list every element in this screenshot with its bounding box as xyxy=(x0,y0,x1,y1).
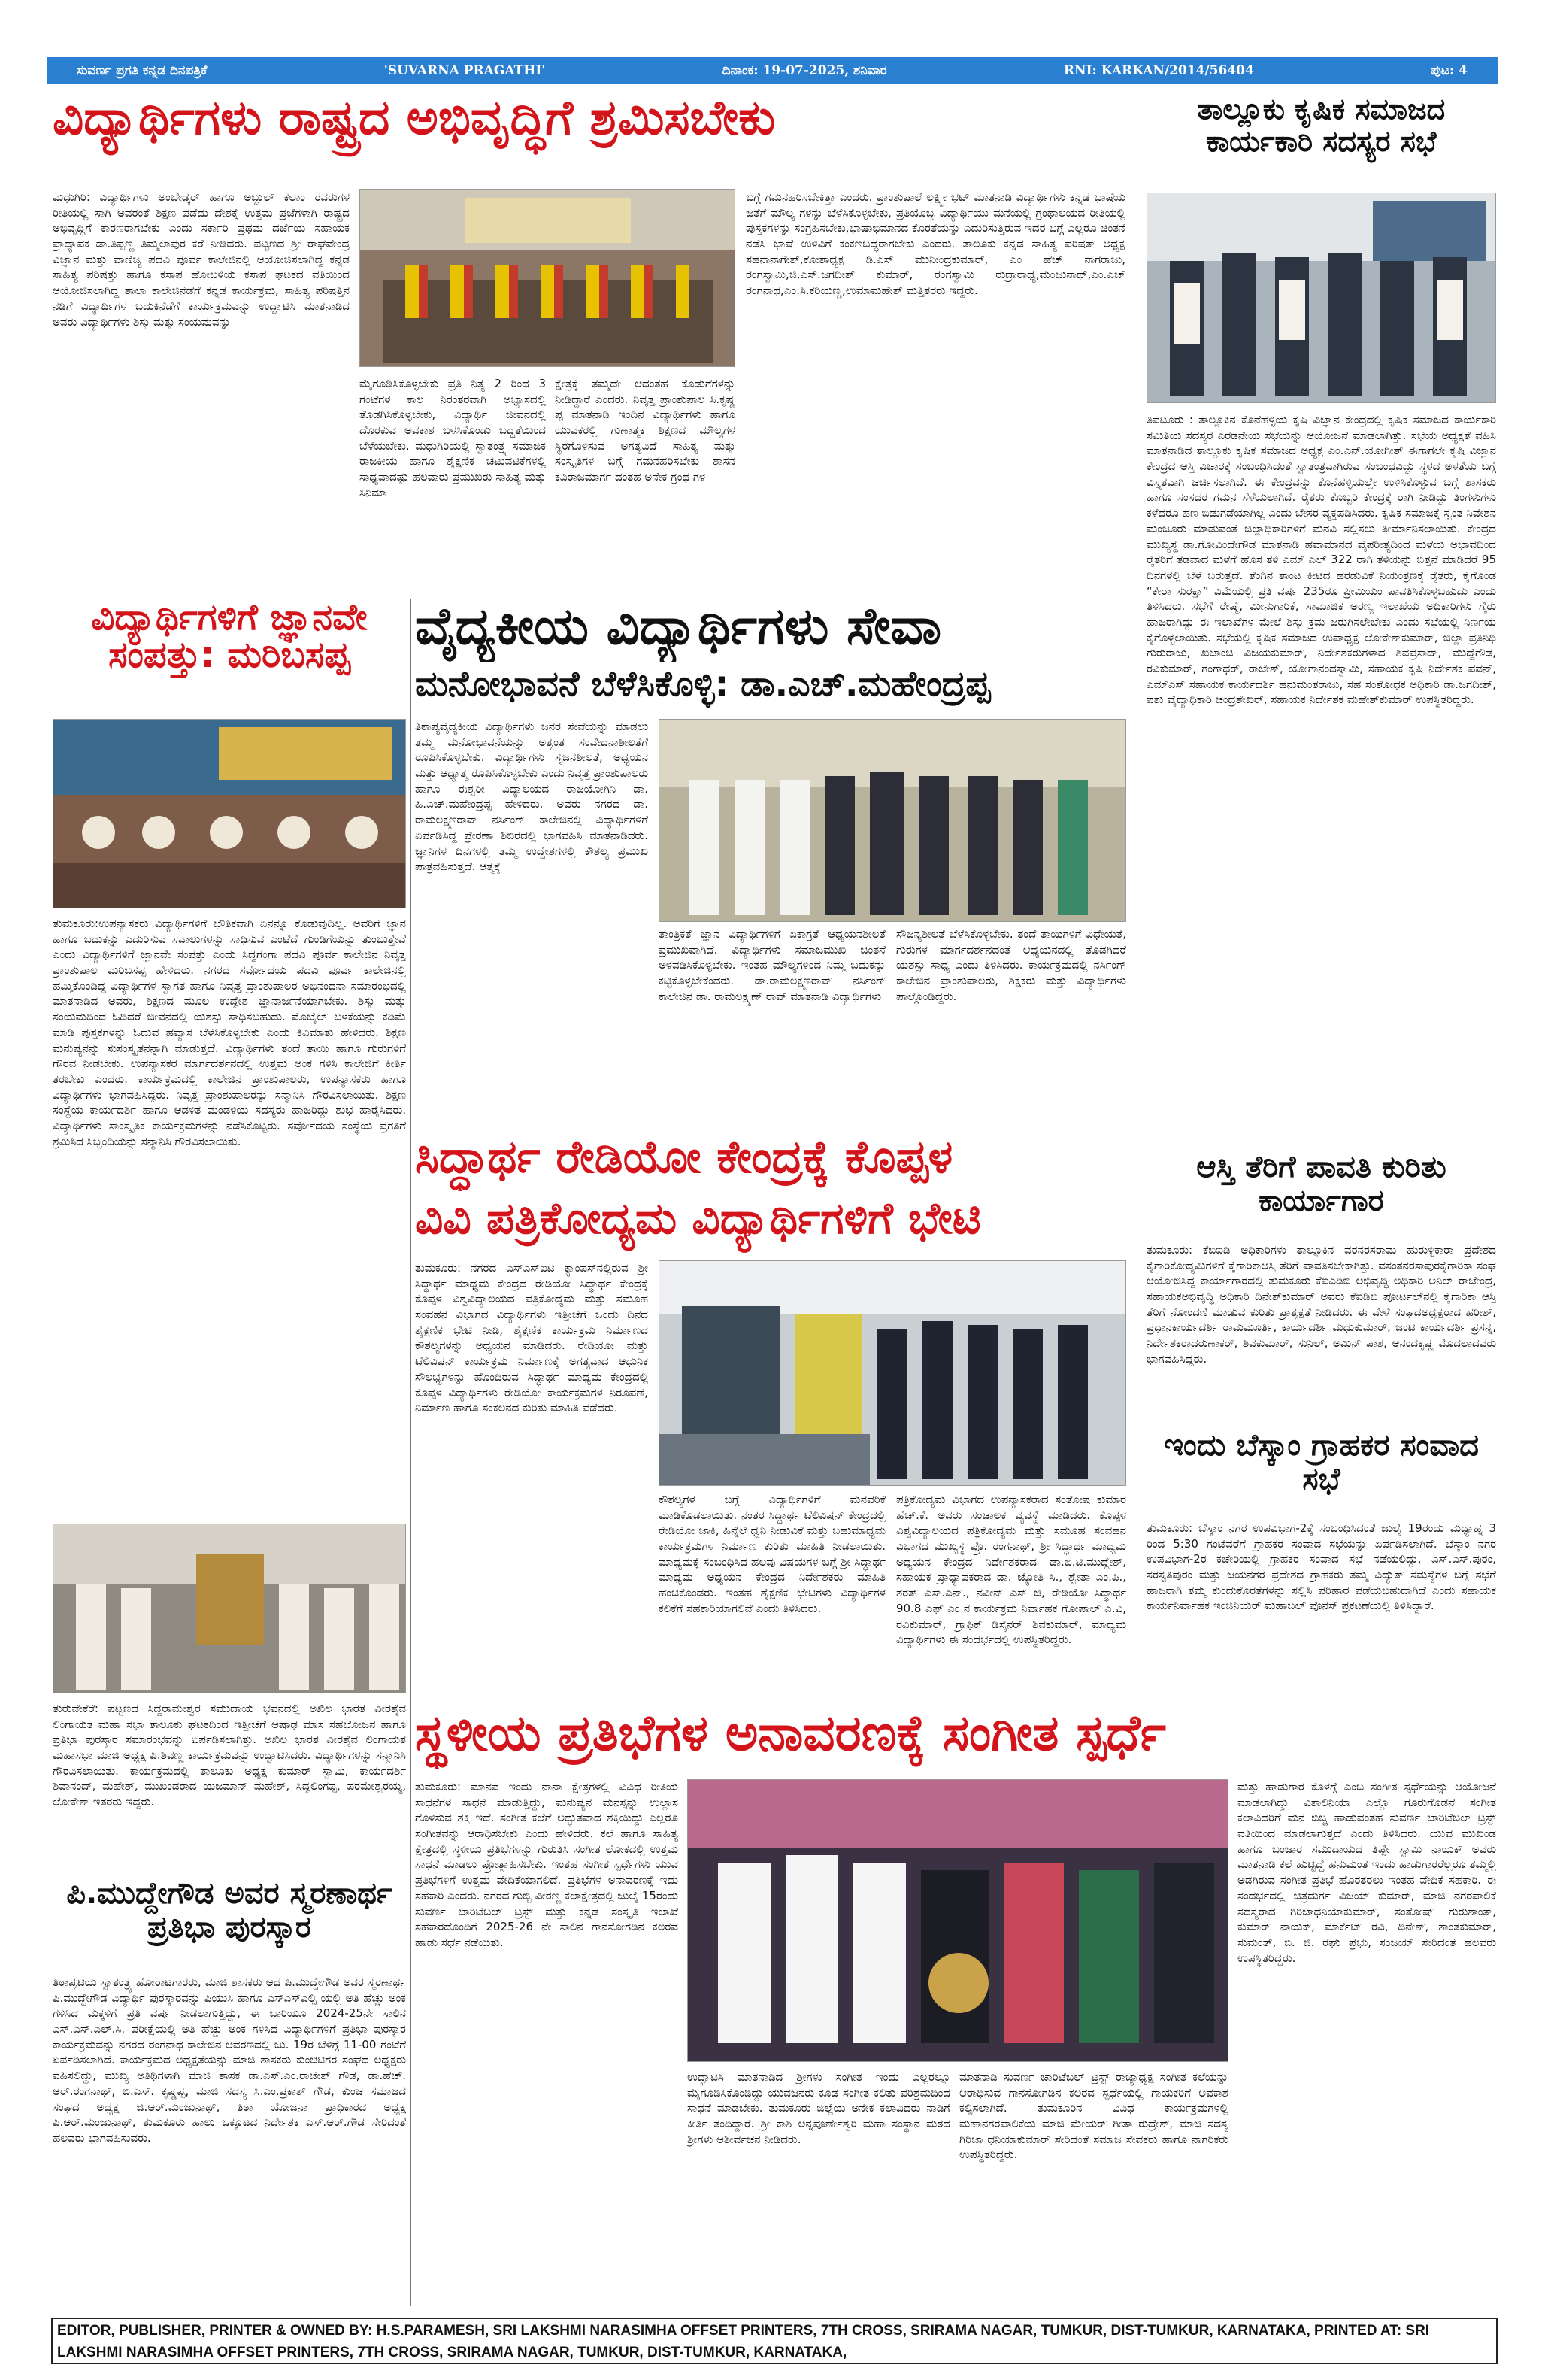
masthead-paper-tagline: ಸುವರ್ಣ ಪ್ರಗತಿ ಕನ್ನಡ ದಿನಪತ್ರಿಕೆ xyxy=(77,63,208,78)
masthead-page-number: ಪುಟ: 4 xyxy=(1431,63,1468,78)
story4-caption-left: ತಾಂತ್ರಿಕತೆ ಜ್ಞಾನ ವಿದ್ಯಾರ್ಥಿಗಳಿಗೆ ಏಕಾಗ್ರತೆ ಆಧ್ಯಯನಶೀಲತೆ ಪ್ರಮುಖವಾಗಿದೆ. ವಿದ್ಯಾರ್ಥಿಗಳು ಸಮಾಜಮುಖಿ ಚಿಂತನೆ ಅಳವಡಿಸಿಕೊಳ್ಳಬೇಕು. ಇಂತಹ ಮೌಲ್ಯಗಳಿಂದ ನಿಮ್ಮ ಬದುಕನ್ನು ಕಟ್ಟಿಕೊಳ್ಳಬೇಕೆಂದರು. ಡಾ.ರಾಮಲಕ್ಷ್ಮಣರಾವ್ ನರ್ಸಿಂಗ್ ಕಾಲೇಜಿನ ಡಾ. ರಾಮಲಕ್ಷ್ಮಣ್ ರಾವ್ ಮಾತನಾಡಿ ವಿದ್ಯಾರ್ಥಿಗಳು xyxy=(659,927,886,1003)
story7-col3: ಪತ್ರಿಕೋದ್ಯಮ ವಿಭಾಗದ ಉಪನ್ಯಾಸಕರಾದ ಸಂತೋಷ ಕುಮಾರ ಹೆಚ್.ಕೆ. ಅವರು ಸಂಚಾಲಕ ವ್ಯವಸ್ಥೆ ಮಾಡಿದರು. ಕೊಪ್ಪಳ ವಿಶ್ವವಿದ್ಯಾಲಯದ ಪತ್ರಿಕೋದ್ಯಮ ಮತ್ತು ಸಮೂಹ ಸಂವಹನ ವಿಭಾಗದ ಮುಖ್ಯಸ್ಥ ಪ್ರೊ. ರಂಗನಾಥ್, ಶ್ರೀ ಸಿದ್ಧಾರ್ಥ ಮಾಧ್ಯಮ ಅಧ್ಯಯನ ಕೇಂದ್ರದ ನಿರ್ದೇಶಕರಾದ ಡಾ.ಬಿ.ಟಿ.ಮುದ್ದೇಶ್, ಸಹಾಯಕ ಪ್ರಾಧ್ಯಾಪಕರಾದ ಡಾ. ಜ್ಯೋತಿ ಸಿ., ಶ್ವೇತಾ ಎಂ.ಪಿ., ಶರತ್ ಎಸ್.ಎನ್., ನವೀನ್ ಎಸ್ ಜಿ, ರೇಡಿಯೋ ಸಿದ್ಧಾರ್ಥ 90.8 ಎಫ್ ಎಂ ನ ಕಾರ್ಯಕ್ರಮ ನಿರ್ವಾಹಕ ಗೋಪಾಲ್ ಎ.ವಿ, ರವಿಕುಮಾರ್, ಗ್ರಾಫಿಕ್ ಡಿಸೈನರ್ ಶಿವಕುಮಾರ್, ಮಾಧ್ಯಮ ವಿದ್ಯಾರ್ಥಿಗಳು ಈ ಸಂದರ್ಭದಲ್ಲಿ ಉಪಸ್ಥಿತರಿದ್ದರು. xyxy=(896,1493,1126,1647)
imprint-footer: EDITOR, PUBLISHER, PRINTER & OWNED BY: H.S.PARAMESH, SRI LAKSHMI NARASIMHA OFFSET PRINTERS, 7TH CROSS, SRIRAMA NAGAR, TUMKUR, DIST-TUMKUR, KARNATAKA, PRINTED AT: SRI LAKSHMI NARASIMHA OFFSET PRINTERS, 7TH CROSS, SRIRAMA NAGAR, TUMKUR, DIST-TUMKUR, KARNATAKA, xyxy=(51,2318,1498,2364)
story9-photo-image xyxy=(688,1780,1228,2062)
story1-col1: ಮಧುಗಿರಿ: ವಿದ್ಯಾರ್ಥಿಗಳು ಅಂಬೇಡ್ಕರ್ ಹಾಗೂ ಅಬ್ದುಲ್ ಕಲಾಂ ರವರುಗಳ ರೀತಿಯಲ್ಲಿ ಸಾಗಿ ಅವರಂತೆ ಶಿಕ್ಷಣ ಪಡೆದು ದೇಶಕ್ಕೆ ಉತ್ತಮ ಪ್ರಜೆಗಳಾಗಿ ರಾಷ್ಟ್ರದ ಅಭಿವೃದ್ಧಿಗೆ ಕಾರಣರಾಗಬೇಕು ಎಂದು ಸರ್ಕಾರಿ ಪ್ರಥಮ ದರ್ಜೆಯ ಸಹಾಯಕ ಪ್ರಾಧ್ಯಾಪಕ ಡಾ.ತಿಪ್ಪಣ್ಣ ತಿಮ್ಮಲಾಪುರ ಕರೆ ನೀಡಿದರು. ಪಟ್ಟಣದ ಶ್ರೀ ರಾಘವೇಂದ್ರ ವಿಜ್ಞಾನ ಮತ್ತು ವಾಣಿಜ್ಯ ಪದವಿ ಪೂರ್ವ ಕಾಲೇಜಿನಲ್ಲಿ ಆಯೋಜಿಸಲಾಗಿದ್ದ ಕನ್ನಡ ಸಾಹಿತ್ಯ ಪರಿಷತ್ತು ಹಾಗೂ ಕಸಾಪ ಹೋಬಳಿಯ ಕಸಾಪ ಘಟಕದ ವತಿಯಿಂದ ಆಯೋಜಿಸಲಾಗಿದ್ದ ಶಾಲಾ ಕಾಲೇಜಿನೆಡೆಗೆ ಕನ್ನಡ ಕಾರ್ಯಕ್ರಮ, ಸಾಹಿತ್ಯ ಪರಿಷತ್ತಿನ ನಡಿಗೆ ವಿದ್ಯಾರ್ಥಿಗಳ ಬದುಕಿನೆಡೆಗೆ ಕಾರ್ಯಕ್ರಮವನ್ನು ಉದ್ಘಾಟಿಸಿ ಮಾತನಾಡಿದ ಅವರು ವಿದ್ಯಾರ್ಥಿಗಳು ಶಿಸ್ತು ಮತ್ತು ಸಂಯಮವನ್ನು xyxy=(53,190,350,329)
story1-photo-image xyxy=(360,190,735,367)
story2-headline: ತಾಲ್ಲೂಕು ಕೃಷಿಕ ಸಮಾಜದ ಕಾರ್ಯಕಾರಿ ಸದಸ್ಯರ ಸಭೆ xyxy=(1197,92,1446,158)
story3-headline: ವಿದ್ಯಾರ್ಥಿಗಳಿಗೆ ಜ್ಞಾನವೇ ಸಂಪತ್ತು: ಮರಿಬಸಪ್ಪ xyxy=(91,596,368,677)
story3-photo-image xyxy=(53,720,406,908)
story9-headline: ಸ್ಥಳೀಯ ಪ್ರತಿಭೆಗಳ ಅನಾವರಣಕ್ಕೆ ಸಂಗೀತ ಸ್ಪರ್ಧೆ xyxy=(415,1707,1166,1762)
story1-headline: ವಿದ್ಯಾರ್ಥಿಗಳು ರಾಷ್ಟ್ರದ ಅಭಿವೃದ್ಧಿಗೆ ಶ್ರಮಿಸಬೇಕು xyxy=(53,93,776,146)
story9-col1: ತುಮಕೂರು: ಮಾನವ ಇಂದು ನಾನಾ ಕ್ಷೇತ್ರಗಳಲ್ಲಿ ವಿವಿಧ ರೀತಿಯ ಸಾಧನೆಗಳ ಸಾಧನೆ ಮಾಡುತ್ತಿದ್ದು, ಮನುಷ್ಯನ ಮನಸ್ಸನ್ನು ಉಲ್ಲಾಸ ಗೊಳಿಸುವ ಶಕ್ತಿ ಇದೆ. ಸಂಗೀತ ಕಲೆಗೆ ಅದ್ಭುತವಾದ ಶಕ್ತಿಯಿದ್ದು ಎಲ್ಲರೂ ಸಂಗೀತವನ್ನು ಆರಾಧಿಸಬೇಕು ಎಂದು ಹೇಳಿದರು. ಕಲೆ ಹಾಗೂ ಸಾಹಿತ್ಯ ಕ್ಷೇತ್ರದಲ್ಲಿ ಸ್ಥಳೀಯ ಪ್ರತಿಭೆಗಳನ್ನು ಗುರುತಿಸಿ ಸಂಗೀತ ಲೋಕದಲ್ಲಿ ಉತ್ತಮ ಸಾಧನೆ ಮಾಡಲು ಪ್ರೋತ್ಸಾಹಿಸಬೇಕು. ಇಂತಹ ಸಂಗೀತ ಸ್ಪರ್ಧೆಗಳು ಯುವ ಪ್ರತಿಭೆಗಳಿಗೆ ಉತ್ತಮ ವೇದಿಕೆಯಾಗಲಿದೆ. ಪ್ರತಿಭೆಗಳ ಅನಾವರಣಕ್ಕೆ ಇದು ಸಹಕಾರಿ ಎಂದರು. ನಗರದ ಗುಬ್ಬಿ ವೀರಣ್ಣ ಕಲಾಕ್ಷೇತ್ರದಲ್ಲಿ ಜುಲೈ 15ರಂದು ಸುವರ್ಣ ಚಾರಿಟೆಬಲ್ ಟ್ರಸ್ಟ್ ಮತ್ತು ಕನ್ನಡ ಸಂಸ್ಕೃತಿ ಇಲಾಖೆ ಸಹಕಾರದೊಂದಿಗೆ 2025-26 ನೇ ಸಾಲಿನ ಗಾನಸೋಗಡಿನ ಕಲರವ ಹಾಡು ಸರ್ಧೆ ನಡೆಯಿತು. xyxy=(415,1780,678,1949)
story6-headline: ಇಂದು ಬೆಸ್ಕಾಂ ಗ್ರಾಹಕರ ಸಂವಾದ ಸಭೆ xyxy=(1164,1428,1479,1496)
story3-body: ತುಮಕೂರು:ಉಪನ್ಯಾಸಕರು ವಿದ್ಯಾರ್ಥಿಗಳಿಗೆ ಭೌತಿಕವಾಗಿ ಏನನ್ನೂ ಕೊಡುವುದಿಲ್ಲ. ಅವರಿಗೆ ಜ್ಞಾನ ಹಾಗೂ ಬದುಕನ್ನು ಎದುರಿಸುವ ಸವಾಲುಗಳನ್ನು ಸಾಧಿಸುವ ಎಂಟೆದೆ ಗುಂಡಿಗೆಯನ್ನು ತುಂಬುತ್ತೇವೆ ಎಂದು ವಿದ್ಯಾರ್ಥಿಗಳಿಗೆ ಜ್ಞಾನವೇ ಸಂಪತ್ತು ಎಂದು ಸಿದ್ದಗಂಗಾ ಪದವಿ ಪೂರ್ವ ಕಾಲೇಜಿನ ನಿವೃತ್ತ ಪ್ರಾಂಶುಪಾಲ ಮರಿಬಸಪ್ಪ ಹೇಳಿದರು. ನಗರದ ಸರ್ವೋದಯ ಪದವಿ ಪೂರ್ವ ಕಾಲೇಜಿನಲ್ಲಿ ಹಮ್ಮಿಕೊಂಡಿದ್ದ ವಿದ್ಯಾರ್ಥಿಗಳ ಸ್ವಾಗತ ಹಾಗೂ ನಿವೃತ್ತ ಪ್ರಾಂಶುಪಾಲರ ಅಭಿನಂದನಾ ಸಮಾರಂಭದಲ್ಲಿ ಮಾತನಾಡಿದ ಅವರು, ಶಿಕ್ಷಣದ ಮೂಲ ಉದ್ದೇಶ ಜ್ಞಾನಾರ್ಜನೆಯಾಗಬೇಕು. ಶಿಸ್ತು ಮತ್ತು ಸಂಯಮದಿಂದ ಓದಿದರೆ ಜೀವನದಲ್ಲಿ ಯಶಸ್ಸು ಸಾಧಿಸಬಹುದು. ಮೊಬೈಲ್ ಬಳಕೆಯನ್ನು ಕಡಿಮೆ ಮಾಡಿ ಪುಸ್ತಕಗಳನ್ನು ಓದುವ ಹವ್ಯಾಸ ಬೆಳೆಸಿಕೊಳ್ಳಬೇಕು ಎಂದು ಕಿವಿಮಾತು ಹೇಳಿದರು. ಶಿಕ್ಷಣ ಮನುಷ್ಯನನ್ನು ಸುಸಂಸ್ಕೃತನನ್ನಾಗಿ ಮಾಡುತ್ತದೆ. ವಿದ್ಯಾರ್ಥಿಗಳು ತಂದೆ ತಾಯಿ ಹಾಗೂ ಗುರುಗಳಿಗೆ ಗೌರವ ನೀಡಬೇಕು. ಉಪನ್ಯಾಸಕರ ಮಾರ್ಗದರ್ಶನದಲ್ಲಿ ಉತ್ತಮ ಅಂಕ ಗಳಿಸಿ ಕಾಲೇಜಿಗೆ ಕೀರ್ತಿ ತರಬೇಕು ಎಂದರು. ಕಾರ್ಯಕ್ರಮದಲ್ಲಿ ಕಾಲೇಜಿನ ಪ್ರಾಂಶುಪಾಲರು, ಉಪನ್ಯಾಸಕರು ಹಾಗೂ ವಿದ್ಯಾರ್ಥಿಗಳು ಭಾಗವಹಿಸಿದ್ದರು. ನಿವೃತ್ತ ಪ್ರಾಂಶುಪಾಲರನ್ನು ಸನ್ಮಾನಿಸಿ ಗೌರವಿಸಲಾಯಿತು. ಶಿಕ್ಷಣ ಸಂಸ್ಥೆಯ ಕಾರ್ಯದರ್ಶಿ ಹಾಗೂ ಆಡಳಿತ ಮಂಡಳಿಯ ಸದಸ್ಯರು ಹಾಜರಿದ್ದು ಶುಭ ಹಾರೈಸಿದರು. ವಿದ್ಯಾರ್ಥಿಗಳು ಸಾಂಸ್ಕೃತಿಕ ಕಾರ್ಯಕ್ರಮಗಳನ್ನು ನಡೆಸಿಕೊಟ್ಟರು. ಸರ್ವೋದಯ ಸಂಸ್ಥೆಯ ಪ್ರಗತಿಗೆ ಶ್ರಮಿಸಿದ ಸಿಬ್ಬಂದಿಯನ್ನು ಸನ್ಮಾನಿಸಿ ಗೌರವಿಸಲಾಯಿತು. xyxy=(53,917,406,1148)
story4-headline-line1: ವೈದ್ಯಕೀಯ ವಿದ್ಯಾರ್ಥಿಗಳು ಸೇವಾ xyxy=(415,599,942,656)
masthead-date: ದಿನಾಂಕ: 19-07-2025, ಶನಿವಾರ xyxy=(722,63,887,78)
column-divider xyxy=(410,599,411,2306)
story2-photo-image xyxy=(1147,193,1496,403)
story1-photo xyxy=(359,189,735,367)
story1-col3: ಕ್ಷೇತ್ರಕ್ಕೆ ತಮ್ಮದೇ ಆದಂತಹ ಕೊಡುಗೆಗಳನ್ನು ನೀಡಿದ್ದಾರೆ ಎಂದರು. ನಿವೃತ್ತ ಪ್ರಾಂಶುಪಾಲ ಸಿ.ಕೃಷ್ಣ ಪ್ಪ ಮಾತನಾಡಿ ಇಂದಿನ ವಿದ್ಯಾರ್ಥಿಗಳು ಹಾಗೂ ಯುವಕರಲ್ಲಿ ಗುಣಾತ್ಮಕ ಶಿಕ್ಷಣದ ಮೌಲ್ಯಗಳ ಸ್ಥಿರಗೊಳಿಸುವ ಅಗತ್ಯವಿದೆ ಸಾಹಿತ್ಯ ಮತ್ತು ಸಂಸ್ಕೃತಿಗಳ ಬಗ್ಗೆ ಗಮನಹರಿಸಬೇಕು ಶಾಸನ ಕವಿರಾಜಮಾರ್ಗ ದಂತಹ ಅನೇಕ ಗ್ರಂಥ ಗಳ xyxy=(555,377,735,484)
story4-caption-right: ಸೌಜನ್ಯಶೀಲತೆ ಬೆಳೆಸಿಕೊಳ್ಳಬೇಕು. ತಂದೆ ತಾಯಿಗಳಿಗೆ ವಿಧೇಯತೆ, ಗುರುಗಳ ಮಾರ್ಗದರ್ಶನದಂತೆ ಆಧ್ಯಯನದಲ್ಲಿ ತೊಡಗಿದರೆ ಯಶಸ್ಸು ಸಾಧ್ಯ ಎಂದು ತಿಳಿಸಿದರು. ಕಾರ್ಯಕ್ರಮದಲ್ಲಿ ನರ್ಸಿಂಗ್ ಕಾಲೇಜಿನ ಪ್ರಾಂಶುಪಾಲರು, ಶಿಕ್ಷಕರು ಮತ್ತು ವಿದ್ಯಾರ್ಥಿಗಳು ಪಾಲ್ಗೊಂಡಿದ್ದರು. xyxy=(896,927,1126,1003)
story2-photo xyxy=(1147,193,1496,403)
story8-photo xyxy=(53,1524,406,1693)
story4-photo xyxy=(659,719,1126,922)
story4-headline-line2: ಮನೋಭಾವನೆ ಬೆಳೆಸಿಕೊಳ್ಳಿ: ಡಾ.ಎಚ್.ಮಹೇಂದ್ರಪ್ಪ xyxy=(415,665,991,704)
story6-body: ತುಮಕೂರು: ಬೆಸ್ಕಾಂ ನಗರ ಉಪವಿಭಾಗ-2ಕ್ಕೆ ಸಂಬಂಧಿಸಿದಂತೆ ಜುಲೈ 19ರಂದು ಮಧ್ಯಾಹ್ನ 3 ರಿಂದ 5:30 ಗಂಟೆವರೆಗೆ ಗ್ರಾಹಕರ ಸಂವಾದ ಸಭೆಯನ್ನು ಏರ್ಪಡಿಸಲಾಗಿದೆ. ಬೆಸ್ಕಾಂ ನಗರ ಉಪವಿಭಾಗ-2ರ ಕಚೇರಿಯಲ್ಲಿ ಗ್ರಾಹಕರ ಸಂವಾದ ಸಭೆ ನಡೆಯಲಿದ್ದು, ಎಸ್.ಎಸ್.ಪುರಂ, ಸರಸ್ವತಿಪುರಂ ಮತ್ತು ಜಯನಗರ ಪ್ರದೇಶದ ಗ್ರಾಹಕರು ತಮ್ಮ ವಿದ್ಯುತ್ ಸಮಸ್ಯೆಗಳ ಬಗ್ಗೆ ಸಭೆಗೆ ಹಾಜರಾಗಿ ತಮ್ಮ ಕುಂದುಕೊರತೆಗಳನ್ನು ಸಲ್ಲಿಸಿ ಪರಿಹಾರ ಪಡೆಯಬಹುದಾಗಿದೆ ಎಂದು ಸಹಾಯಕ ಕಾರ್ಯನಿರ್ವಾಹಕ ಇಂಜಿನಿಯರ್ ಮಹಾಬಲ್ ಪೊನಸ್ ಪ್ರಕಟಣೆಯಲ್ಲಿ ತಿಳಿಸಿದ್ದಾರೆ. xyxy=(1147,1521,1496,1613)
story2-body: ತಿಪಟೂರು : ತಾಲ್ಲೂಕಿನ ಕೊನೆಹಳ್ಳಿಯ ಕೃಷಿ ವಿಜ್ಞಾನ ಕೇಂದ್ರದಲ್ಲಿ ಕೃಷಿಕ ಸಮಾಜದ ಕಾರ್ಯಕಾರಿ ಸಮಿತಿಯ ಸದಸ್ಯರ ಎರಡನೇಯ ಸಭೆಯನ್ನು ಆಯೋಜನೆ ಮಾಡಲಾಗಿತ್ತು. ಸಭೆಯ ಅಧ್ಯಕ್ಷತೆ ವಹಿಸಿ ಮಾತನಾಡಿದ ತಾಲ್ಲೂಕು ಕೃಷಿಕ ಸಮಾಜದ ಅಧ್ಯಕ್ಷ ಎಂ.ಎನ್.ಯೋಗೀಶ್ ಈಗಾಗಲೇ ಕೃಷಿ ವಿಜ್ಞಾನ ಕೇಂದ್ರದ ಆಸ್ತಿ ವಿಚಾರಕ್ಕೆ ಸಂಬಂಧಿಸಿದಂತೆ ಸ್ವಾತಂತ್ರವಾಗಿರುವ ಸಂಬಂಧವಿದ್ದು ಸ್ಥಳದ ಅಳತೆಯ ಬಗ್ಗೆ ವಿಸ್ತೃತವಾಗಿ ಚರ್ಚಿಸಲಾಗಿದೆ. ಈ ಕೇಂದ್ರವನ್ನು ಕೊನೆಹಳ್ಳಿಯಲ್ಲೇ ಉಳಿಸಿಕೊಳ್ಳುವ ಬಗ್ಗೆ ಶಾಸಕರು ಹಾಗೂ ಸಂಸದರ ಗಮನ ಸೆಳೆಯಲಾಗಿದೆ. ರೈತರು ಕೊಬ್ಬರಿ ಕೇಂದ್ರಕ್ಕೆ ರಾಗಿ ನೀಡಿದ್ದು ತಿಂಗಳುಗಳು ಕಳೆದರೂ ಹಣ ಬಿಡುಗಡೆಯಾಗಿಲ್ಲ ಎಂದು ಬೇಸರ ವ್ಯಕ್ತಪಡಿಸಿದರು. ಕೃಷಿಕ ಸಮಾಜಕ್ಕೆ ಸ್ವಂತ ನಿವೇಶನ ಮಂಜೂರು ಮಾಡುವಂತೆ ಜಿಲ್ಲಾಧಿಕಾರಿಗಳಿಗೆ ಮನವಿ ಸಲ್ಲಿಸಲು ತೀರ್ಮಾನಿಸಲಾಯಿತು. ಕೇಂದ್ರದ ಮುಖ್ಯಸ್ಥ ಡಾ.ಗೋವಿಂದೇಗೌಡ ಮಾತನಾಡಿ ಹವಾಮಾನದ ವೈಪರೀತ್ಯದಿಂದ ಮಳೆಯ ಅಭಾವದಿಂದ ರೈತರಿಗೆ ತಡವಾದ ಮಳೆಗೆ ಹೊಸ ತಳಿ ಎಮ್ ಎಲ್ 322 ರಾಗಿ ತಳಿಯನ್ನು ಬಿತ್ತನೆ ಮಾಡಿದರೆ 95 ದಿನಗಳಲ್ಲಿ ಬೆಳೆ ಬರುತ್ತದೆ. ತೆಂಗಿನ ತಾಂಟ ಕೀಟದ ಹರಡುವಿಕೆ ನಿಯಂತ್ರಣಕ್ಕೆ ರೈತರು, ಕೈಗೊಂಡ “ಕೇರಾ ಸುರಕ್ಷಾ” ವಿಮೆಯಲ್ಲಿ ಪ್ರತಿ ವರ್ಷ 235ರೂ ಪ್ರೀಮಿಯಂ ಪಾವತಿಸಿಕೊಳ್ಳಬಹುದು ಎಂದು ತಿಳಿಸಿದರು. ಸಭೆಗೆ ರೇಷ್ಮೆ, ಮೀನುಗಾರಿಕೆ, ಸಾಮಾಜಿಕ ಅರಣ್ಯ ಇಲಾಖೆಯ ಅಧಿಕಾರಿಗಳು ಗೈರು ಹಾಜರಾಗಿದ್ದು ಈ ಇಲಾಖೆಗಳ ಮೇಲೆ ಶಿಸ್ತು ಕ್ರಮ ಜರುಗಿಸಲೇಬೇಕು ಎಂದು ಸಭೆಯಲ್ಲಿ ನಿರ್ಣಯ ಕೈಗೊಳ್ಳಲಾಯಿತು. ಸಭೆಯಲ್ಲಿ ಕೃಷಿಕ ಸಮಾಜದ ಉಪಾಧ್ಯಕ್ಷ ಲೋಕೇಶ್‌ಕುಮಾರ್, ಜಿಲ್ಲಾ ಪ್ರತಿನಿಧಿ ಗುರುರಾಜು, ಖಜಾಂಚಿ ವಿಜಯಕುಮಾರ್, ನಿರ್ದೇಶಕರುಗಳಾದ ಶಿವಪ್ರಸಾದ್, ಮುದ್ದೆಗೌಡ, ರವಿಕುಮಾರ್, ಗಂಗಾಧರ್, ರಾಜೇಶ್, ಯೋಗಾನಂದಸ್ವಾಮಿ, ಸಹಾಯಕ ಕೃಷಿ ನಿರ್ದೇಶಕ ಪವನ್, ಎಮ್ಎಸ್ ಸಹಾಯಕ ಕಾರ್ಯದರ್ಶಿ ಹನುಮಂತರಾಜು, ಸಹ ಸಂಶೋಧಕ ಅಧಿಕಾರಿ ಡಾ.ಜಗದೀಶ್, ಪಶು ವೈದ್ಯಾಧಿಕಾರಿ ಚಂದ್ರಶೇಖರ್, ಸಹಾಯಕ ನಿರ್ದೇಶಕ ಮಹೇಶ್‌ಕುಮಾರ್ ಉಪಸ್ಥಿತರಿದ್ದರು. xyxy=(1147,413,1496,707)
masthead-bar xyxy=(47,57,1498,84)
story8-photo-image xyxy=(53,1524,406,1693)
story9-photo xyxy=(687,1779,1228,2062)
story8-event-text: ತುರುವೇಕೆರೆ: ಪಟ್ಟಣದ ಸಿದ್ದರಾಮೇಶ್ವರ ಸಮುದಾಯ ಭವನದಲ್ಲಿ ಅಖಿಲ ಭಾರತ ವೀರಶೈವ ಲಿಂಗಾಯತ ಮಹಾ ಸಭಾ ತಾಲೂಕು ಘಟಕದಿಂದ ಇತ್ತೀಚೆಗೆ ಆಷಾಢ ಮಾಸ ಸಹಭೋಜನ ಹಾಗೂ ಪ್ರತಿಭಾ ಪುರಸ್ಕಾರ ಸಮಾರಂಭವನ್ನು ಏರ್ಪಡಿಸಲಾಗಿತ್ತು. ಅಖಿಲ ಭಾರತ ವೀರಶೈವ ಲಿಂಗಾಯತ ಮಹಾಸಭಾ ಮಾಜಿ ಅಧ್ಯಕ್ಷ ಪಿ.ಶಿವಣ್ಣ ಕಾರ್ಯಕ್ರಮವನ್ನು ಉದ್ಘಾಟಿಸಿದರು. ವಿದ್ಯಾರ್ಥಿಗಳನ್ನು ಸನ್ಮಾನಿಸಿ ಗೌರವಿಸಲಾಯಿತು. ಕಾರ್ಯಕ್ರಮದಲ್ಲಿ ತಾಲೂಕು ಅಧ್ಯಕ್ಷ ಕುಮಾರ್ ಸ್ವಾಮಿ, ಕಾರ್ಯದರ್ಶಿ ಶಿವಾನಂದ್, ಮಹೇಶ್, ಮುಖಂಡರಾದ ಯಜಮಾನ್ ಮಹೇಶ್, ಸಿದ್ದಲಿಂಗಪ್ಪ, ಪರಮೇಶ್ವರಯ್ಯ, ಲೋಕೇಶ್ ಇತರರು ಇದ್ದರು. xyxy=(53,1702,406,1809)
story1-col4: ಬಗ್ಗೆ ಗಮನಹರಿಸಬೇಕಿತ್ತಾ ಎಂದರು. ಪ್ರಾಂಶುಪಾಲೆ ಲಕ್ಷ್ಮೀ ಭಟ್ ಮಾತನಾಡಿ ವಿದ್ಯಾರ್ಥಿಗಳು ಕನ್ನಡ ಭಾಷೆಯ ಜತೆಗೆ ಮೌಲ್ಯ ಗಳನ್ನು ಬೆಳೆಸಿಕೊಳ್ಳಬೇಕು, ಪ್ರತಿಯೊಬ್ಬ ವಿದ್ಯಾರ್ಥಿಯು ಮನೆಯಲ್ಲಿ ಗ್ರಂಥಾಲಯದ ರೀತಿಯಲ್ಲಿ ಪುಸ್ತಕಗಳನ್ನು ಸಂಗ್ರಹಿಸಬೇಕು,ಭಾಷಾಭಿಮಾನದ ಕೊರತೆಯನ್ನು ಎದುರಿಸುತ್ತಿರುವ ಇದರ ಬಗ್ಗೆ ಎಲ್ಲರೂ ಚಿಂತನೆ ನಡೆಸಿ ಭಾಷೆ ಉಳಿವಿಗೆ ಕಂಕಣಬದ್ಧರಾಗಬೇಕು ಎಂದರು. ತಾಲೂಕು ಕನ್ನಡ ಸಾಹಿತ್ಯ ಪರಿಷತ್ ಅಧ್ಯಕ್ಷ ಸಹನಾನಾಗೇಶ್,ಕೋಶಾಧ್ಯಕ್ಷ ಡಿ.ಎಸ್ ಮುನೀಂದ್ರಕುಮಾರ್, ಎಂ ಹೆಚ್ ನಾಗರಾಜು, ರಂಗಸ್ವಾಮಿ,ಜಿ.ಎಸ್.ಜಗದೀಶ್ ಕುಮಾರ್, ರಂಗಸ್ವಾಮಿ ರುದ್ರಾರಾಧ್ಯ,ಮಂಜುನಾಥ್,ಎಂ.ಎಚ್ ರಂಗನಾಥ,ಎಂ.ಸಿ.ಕರಿಯಣ್ಣ,ಉಮಾಮಹೇಶ್ ಮತ್ತಿತರರು ಇದ್ದರು. xyxy=(746,190,1125,298)
story7-body: ತುಮಕೂರು: ನಗರದ ಎಸ್ಎಸ್ಐಟಿ ಕ್ಯಾಂಪಸ್‌ನಲ್ಲಿರುವ ಶ್ರೀ ಸಿದ್ಧಾರ್ಥ ಮಾಧ್ಯಮ ಕೇಂದ್ರದ ರೇಡಿಯೋ ಸಿದ್ಧಾರ್ಥ ಕೇಂದ್ರಕ್ಕೆ ಕೊಪ್ಪಳ ವಿಶ್ವವಿದ್ಯಾಲಯದ ಪತ್ರಿಕೋದ್ಯಮ ಮತ್ತು ಸಮೂಹ ಸಂವಹನ ವಿಭಾಗದ ವಿದ್ಯಾರ್ಥಿಗಳು ಇತ್ತೀಚೆಗೆ ಒಂದು ದಿನದ ಶೈಕ್ಷಣಿಕ ಭೇಟಿ ನೀಡಿ, ಶೈಕ್ಷಣಿಕ ಕಾರ್ಯಕ್ರಮ ನಿರ್ಮಾಣದ ಕೌಶಲ್ಯಗಳನ್ನು ಅಧ್ಯಯನ ಮಾಡಿದರು. ರೇಡಿಯೋ ಮತ್ತು ಟೆಲಿವಿಷನ್ ಕಾರ್ಯಕ್ರಮ ನಿರ್ಮಾಣಕ್ಕೆ ಅಗತ್ಯವಾದ ಆಧುನಿಕ ಸೌಲಭ್ಯಗಳನ್ನು ಹೊಂದಿರುವ ಸಿದ್ಧಾರ್ಥ ಮಾಧ್ಯಮ ಕೇಂದ್ರದಲ್ಲಿ ಕೊಪ್ಪಳ ವಿದ್ಯಾರ್ಥಿಗಳು ರೇಡಿಯೋ ಕಾರ್ಯಕ್ರಮಗಳ ನಿರೂಪಣೆ, ನಿರ್ಮಾಣ ಹಾಗೂ ಸಂಕಲನದ ಕುರಿತು ಮಾಹಿತಿ ಪಡೆದರು. xyxy=(415,1261,648,1415)
story7-photo xyxy=(659,1260,1126,1486)
story7-photo-image xyxy=(659,1261,1126,1486)
story9-caption-right: ಮಾತನಾಡಿ ಸುವರ್ಣ ಚಾರಿಟೆಬಲ್ ಟ್ರಸ್ಟ್ ರಾಜ್ಯಾಧ್ಯಕ್ಷ ಸಂಗೀತ ಕಲೆಯನ್ನು ಆರಾಧಿಸುವ ಗಾನಸೋಗಡಿನ ಕಲರವ ಸ್ಪರ್ಧೆಯಲ್ಲಿ ಗಾಯಕರಿಗೆ ಅವಕಾಶ ಕಲ್ಪಿಸಲಾಗಿದೆ. ತುಮಕೂರಿನ ವಿವಿಧ ಕಾರ್ಯಕ್ರಮಗಳಲ್ಲಿ ಮಹಾನಗರಪಾಲಿಕೆಯ ಮಾಜಿ ಮೇಯರ್ ಗೀತಾ ರುದ್ರೇಶ್, ಮಾಜಿ ಸದಸ್ಯ ಗಿರಿಜಾ ಧನಿಯಾಕುಮಾರ್ ಸೇರಿದಂತೆ ಸಮಾಜ ಸೇವಕರು ಹಾಗೂ ನಾಗರಿಕರು ಉಪಸ್ಥಿತರಿದ್ದರು. xyxy=(959,2070,1228,2162)
story7-col2: ಕೌಶಲ್ಯಗಳ ಬಗ್ಗೆ ವಿದ್ಯಾರ್ಥಿಗಳಿಗೆ ಮನವರಿಕೆ ಮಾಡಿಕೊಡಲಾಯಿತು. ನಂತರ ಸಿದ್ಧಾರ್ಥ ಟೆಲಿವಿಷನ್ ಕೇಂದ್ರದಲ್ಲಿ ರೇಡಿಯೋ ಜಾಕಿ, ಹಿನ್ನೆಲೆ ಧ್ವನಿ ನೀಡುವಿಕೆ ಮತ್ತು ಬಹುಮಾಧ್ಯಮ ಕಾರ್ಯಕ್ರಮಗಳ ನಿರ್ಮಾಣ ಕುರಿತು ಮಾಹಿತಿ ನೀಡಲಾಯಿತು. ಮಾಧ್ಯಮಕ್ಕೆ ಸಂಬಂಧಿಸಿದ ಹಲವು ವಿಷಯಗಳ ಬಗ್ಗೆ ಶ್ರೀ ಸಿದ್ಧಾರ್ಥ ಮಾಧ್ಯಮ ಅಧ್ಯಯನ ಕೇಂದ್ರದ ನಿರ್ದೇಶಕರು ಮಾಹಿತಿ ಹಂಚಿಕೊಂಡರು. ಇಂತಹ ಶೈಕ್ಷಣಿಕ ಭೇಟಿಗಳು ವಿದ್ಯಾರ್ಥಿಗಳ ಕಲಿಕೆಗೆ ಸಹಕಾರಿಯಾಗಲಿವೆ ಎಂದು ತಿಳಿಸಿದರು. xyxy=(659,1493,886,1615)
story9-caption-left: ಉದ್ಘಾಟಿಸಿ ಮಾತನಾಡಿದ ಶ್ರೀಗಳು ಸಂಗೀತ ಇಂದು ಎಲ್ಲರಲ್ಲೂ ಮೈಗೂಡಿಸಿಕೊಂಡಿದ್ದು ಯುವಜನರು ಕೂಡ ಸಂಗೀತ ಕಲಿತು ಪರಿಶ್ರಮದಿಂದ ಸಾಧನೆ ಮಾಡಬೇಕು. ತುಮಕೂರು ಜಿಲ್ಲೆಯ ಅನೇಕ ಕಲಾವಿದರು ನಾಡಿಗೆ ಕೀರ್ತಿ ತಂದಿದ್ದಾರೆ. ಶ್ರೀ ಕಾಶಿ ಅನ್ನಪೂರ್ಣೇಶ್ವರಿ ಮಹಾ ಸಂಸ್ಥಾನ ಮಠದ ಶ್ರೀಗಳು ಆಶೀರ್ವಚನ ನೀಡಿದರು. xyxy=(687,2070,950,2146)
masthead-rni: RNI: KARKAN/2014/56404 xyxy=(1063,63,1254,78)
story8-body: ತಿಠಾಪ್ಯಟಿಯ ಸ್ವಾತಂತ್ರ್ಯ ಹೋರಾಟಗಾರರು, ಮಾಜಿ ಶಾಸಕರು ಆದ ಪಿ.ಮುದ್ದೇಗೌಡ ಅವರ ಸ್ಮರಣಾರ್ಥ ಪಿ.ಮುದ್ದೇಗೌಡ ವಿದ್ಯಾರ್ಥಿ ಪುರಸ್ಕಾರವನ್ನು ಪಿಯುಸಿ ಹಾಗೂ ಎಸ್ಎಸ್ಎಲ್ಸಿ ಯಲ್ಲಿ ಅತಿ ಹೆಚ್ಚು ಅಂಕ ಗಳಿಸಿದ ಮಕ್ಕಳಿಗೆ ಪ್ರತಿ ವರ್ಷ ನೀಡಲಾಗುತ್ತಿದ್ದು, ಈ ಬಾರಿಯೂ 2024-25ನೇ ಸಾಲಿನ ಎಸ್.ಎಸ್.ಎಲ್.ಸಿ. ಪರೀಕ್ಷೆಯಲ್ಲಿ ಅತಿ ಹೆಚ್ಚು ಅಂಕ ಗಳಿಸಿದ ವಿದ್ಯಾರ್ಥಿಗಳಿಗೆ ಪ್ರತಿಭಾ ಪುರಸ್ಕಾರ ಕಾರ್ಯಕ್ರಮವನ್ನು ನಗರದ ರಂಗನಾಥ ಕಾಲೇಜಿನ ಆವರಣದಲ್ಲಿ ಜು. 19ರ ಬೆಳಿಗ್ಗೆ 11-00 ಗಂಟೆಗೆ ಏರ್ಪಡಿಸಲಾಗಿದೆ. ಕಾರ್ಯಕ್ರಮದ ಅಧ್ಯಕ್ಷತೆಯನ್ನು ಮಾಜಿ ಶಾಸಕರು ಕುಂಚಿಟಿಗರ ಸಂಘದ ಅಧ್ಯಕ್ಷರು ವಹಿಸಲಿದ್ದು, ಮುಖ್ಯ ಅತಿಥಿಗಳಾಗಿ ಮಾಜಿ ಶಾಸಕ ಡಾ.ಎಸ್.ಎಂ.ರಾಜೇಶ್ ಗೌಡ, ಡಾ.ಹೆಚ್. ಆರ್.ರಂಗನಾಥ್, ಬಿ.ಎಸ್. ಕೃಷ್ಣಪ್ಪ, ಮಾಜಿ ಸದಸ್ಯ ಸಿ.ಎಂ.ಪ್ರಕಾಶ್ ಗೌಡ, ಕುಂಚ ಸಮಾಜದ ಸಂಘದ ಅಧ್ಯಕ್ಷ ಜಿ.ಆರ್.ಮಂಜುನಾಥ್, ತಿಠಾ ಯೋಜನಾ ಪ್ರಾಧಿಕಾರದ ಅಧ್ಯಕ್ಷ ಪಿ.ಆರ್.ಮಂಜುನಾಥ್, ತುಮಕೂರು ಹಾಲು ಒಕ್ಕೂಟದ ನಿರ್ದೇಶಕ ಎಸ್.ಆರ್.ಗೌಡ ಸೇರಿದಂತೆ ಹಲವರು ಭಾಗವಹಿಸುವರು. xyxy=(53,1975,406,2145)
masthead-paper-name: 'SUVARNA PRAGATHI' xyxy=(383,63,546,78)
story7-headline-line2: ವಿವಿ ಪತ್ರಿಕೋದ್ಯಮ ವಿದ್ಯಾರ್ಥಿಗಳಿಗೆ ಭೇಟಿ xyxy=(415,1196,981,1244)
story9-col4: ಮತ್ತು ಹಾಡುಗಾರ ಕೊಳಗ್ಗೆ ಎಂಬ ಸಂಗೀತ ಸ್ಪರ್ಧೆಯನ್ನು ಆಯೋಜನೆ ಮಾಡಲಾಗಿದ್ದು ವಿಶಾಲಿನಿಯಾ ಎಲ್ಲೊ ಗೂರುಗೊಡನೆ ಸಂಗೀತ ಕಲಾವಿದರಿಗೆ ಮನ ಬಿಚ್ಚಿ ಹಾಡುವಂತಹ ಸುವರ್ಣ ಚಾರಿಟೆಬಲ್ ಟ್ರಸ್ಟ್ ವತಿಯಿಂದ ಮಾಡಲಾಗುತ್ತದೆ ಎಂದು ತಿಳಿಸಿದರು. ಯುವ ಮುಖಂಡ ಹಾಗೂ ಬಂಜಾರ ಸಮುದಾಯದ ತಿಪ್ಪೇ ಸ್ವಾಮಿ ನಾಯಕ್ ಅವರು ಮಾತನಾಡಿ ಕಲೆ ಹುಟ್ಟಿದ್ದೆ ಹನುಮಂತ ಇಂದು ಹಾಡುಗಾರರೆಲ್ಲರೂ ತಮ್ಮಲ್ಲಿ ಅಡಗಿರುವ ಸಂಗೀತ ಪ್ರತಿಭೆ ಹೊರತರಲು ಇಂತಹ ವೇದಿಕೆ ಸಹಕಾರಿ. ಈ ಸಂದರ್ಭದಲ್ಲಿ ಚಿತ್ರದುರ್ಗ ವಿಜಯ್ ಕುಮಾರ್, ಮಾಜಿ ನಗರಪಾಲಿಕೆ ಸದಸ್ಯರಾದ ಗಿರಿಜಾಧನಿಯಾಕುಮಾರ್, ಸಂತೋಷ್ ಗುರುಶಾಂತ್, ಕುಮಾರ್ ನಾಯಕ್, ಮಾರ್ಕೆಟ್ ರವಿ, ದಿನೇಶ್, ಶಾಂತಕುಮಾರ್, ಸುಮಂತ್, ಬಿ. ಜಿ. ರಘು ಪ್ರಭು, ಸಂಜಯ್ ಸೇರಿದಂತೆ ಹಲವರು ಉಪಸ್ಥಿತರಿದ್ದರು. xyxy=(1237,1780,1496,1965)
story4-photo-image xyxy=(659,720,1126,922)
story4-body: ತಿಠಾಪ್ಯವೈದ್ಯಕೀಯ ವಿದ್ಯಾರ್ಥಿಗಳು ಜನರ ಸೇವೆಯನ್ನು ಮಾಡಲು ತಮ್ಮ ಮನೋಭಾವನೆಯನ್ನು ಅತ್ಯಂತ ಸಂವೇದನಾಶೀಲತೆಗೆ ರೂಪಿಸಿಕೊಳ್ಳಬೇಕು. ವಿದ್ಯಾರ್ಥಿಗಳು ಸೃಜನಶೀಲತೆ, ಅಧ್ಯಯನ ಮತ್ತು ಆಧ್ಯಾತ್ಮ ರೂಪಿಸಿಕೊಳ್ಳಬೇಕು ಎಂದು ನಿವೃತ್ತ ಪ್ರಾಂಶುಪಾಲರು ಹಾಗೂ ಈಶ್ವರೀ ವಿದ್ಯಾಲಯದ ರಾಜಯೋಗಿನಿ ಡಾ. ಹಿ.ಎಚ್.ಮಹೇಂದ್ರಪ್ಪ ಹೇಳಿದರು. ಅವರು ನಗರದ ಡಾ. ರಾಮಲಕ್ಷ್ಮಣರಾವ್ ನರ್ಸಿಂಗ್ ಕಾಲೇಜಿನಲ್ಲಿ ವಿದ್ಯಾರ್ಥಿಗಳಿಗೆ ಏರ್ಪಡಿಸಿದ್ದ ಪ್ರೇರಣಾ ಶಿಬಿರದಲ್ಲಿ ಭಾಗವಹಿಸಿ ಮಾತನಾಡಿದರು. ಜ್ಞಾನಿಗಳ ದಿನಗಳಲ್ಲಿ ತಮ್ಮ ಉದ್ದೇಶಗಳಲ್ಲಿ ಕೌಶಲ್ಯ ಪ್ರಮುಖ ಪಾತ್ರವಹಿಸುತ್ತದೆ. ಆತ್ಮಕ್ಕೆ xyxy=(415,720,648,874)
story1-col2: ಮೈಗೂಡಿಸಿಕೊಳ್ಳಬೇಕು ಪ್ರತಿ ನಿತ್ಯ 2 ರಿಂದ 3 ಗಂಟೆಗಳ ಕಾಲ ನಿರಂತರವಾಗಿ ಅಭ್ಯಾಸದಲ್ಲಿ ತೊಡಗಿಸಿಕೊಳ್ಳಬೇಕು, ವಿದ್ಯಾರ್ಥಿ ಜೀವನದಲ್ಲಿ ದೊರಕುವ ಅವಕಾಶ ಬಳಸಿಕೊಂಡು ಬದ್ಧತೆಯಿಂದ ಬೆಳೆಯಬೇಕು. ಮಧುಗಿರಿಯಲ್ಲಿ ಸ್ವಾತಂತ್ರ್ಯ ಸಮಾಜಿಕ ರಾಜಕೀಯ ಹಾಗೂ ಶೈಕ್ಷಣಿಕ ಚಟುವಟಿಕೆಗಳಲ್ಲಿ ಸಾಧ್ಯವಾದಷ್ಟು ಹಲವಾರು ಪ್ರಮುಖರು ಸಾಹಿತ್ಯ ಮತ್ತು ಸಿನಿಮಾ xyxy=(359,377,546,499)
story5-headline: ಆಸ್ತಿ ತೆರಿಗೆ ಪಾವತಿ ಕುರಿತು ಕಾರ್ಯಾಗಾರ xyxy=(1196,1150,1446,1218)
story5-body: ತುಮಕೂರು: ಕೆಬಿಐಡಿ ಅಧಿಕಾರಿಗಳು ತಾಲ್ಲೂಕಿನ ವರನರಸರಾಮ ಹುರುಳ್ಳಿಕಾರಾ ಪ್ರದೇಶದ ಕೈಗಾರಿಕೋದ್ಯಮಿಗಳಿಗೆ ಕೈಗಾರಿಕಾಆಸ್ತಿ ತೆರಿಗೆ ಪಾವತಿಸಬೇಕಾಗಿತ್ತು. ವಸಂತನರಸಾಪುರಕೈಗಾರಿಕಾ ಸಂಘ ಆಯೋಜಿಸಿದ್ದ ಕಾರ್ಯಾಗಾರದಲ್ಲಿ ತುಮಕೂರು ಕೆಐಎಡಿಬಿ ಅಭಿವೃದ್ಧಿ ಅಧಿಕಾರಿ ಅನಿಲ್ ರಾಜೇಂದ್ರ, ಸಹಾಯಕಅಭಿವೃದ್ಧಿ ಅಧಿಕಾರಿ ದಿನೇಶ್‌ಕುಮಾರ್ ಅವರು ಕೆಐಡಿಬಿ ಪೋರ್ಟಲ್‌ನಲ್ಲಿ ಕೈಗಾರಿಕಾ ಆಸ್ತಿ ತೆರಿಗೆ ನೋಂದಣಿ ಮಾಡುವ ಕುರಿತು ಪ್ರಾತ್ಯಕ್ಷತೆ ನೀಡಿದರು. ಈ ವೇಳೆ ಸಂಘದಅಧ್ಯಕ್ಷರಾದ ಹರೀಶ್, ಪ್ರಧಾನಕಾರ್ಯದರ್ಶಿ ರಾಮಮೂರ್ತಿ, ಕಾರ್ಯದರ್ಶಿ ಮಧುಕುಮಾರ್, ಜಂಟಿ ಕಾರ್ಯದರ್ಶಿ ಪ್ರಸನ್ನ, ನಿರ್ದೇಶಕರಾದರುಣಾಕರ್, ಶಿವಕುಮಾರ್, ಸುನಿಲ್, ಅಮಿನ್ ಪಾಶ, ಆನಂದಕೃಷ್ಣ ಮೊದಲಾದವರು ಭಾಗವಹಿಸಿದ್ದರು. xyxy=(1147,1243,1496,1366)
story3-photo xyxy=(53,719,406,908)
story8-headline: ಪಿ.ಮುದ್ದೇಗೌಡ ಅವರ ಸ್ಮರಣಾರ್ಥ ಪ್ರತಿಭಾ ಪುರಸ್ಕಾರ xyxy=(66,1876,392,1945)
story7-headline-line1: ಸಿದ್ಧಾರ್ಥ ರೇಡಿಯೋ ಕೇಂದ್ರಕ್ಕೆ ಕೊಪ್ಪಳ xyxy=(415,1134,953,1184)
